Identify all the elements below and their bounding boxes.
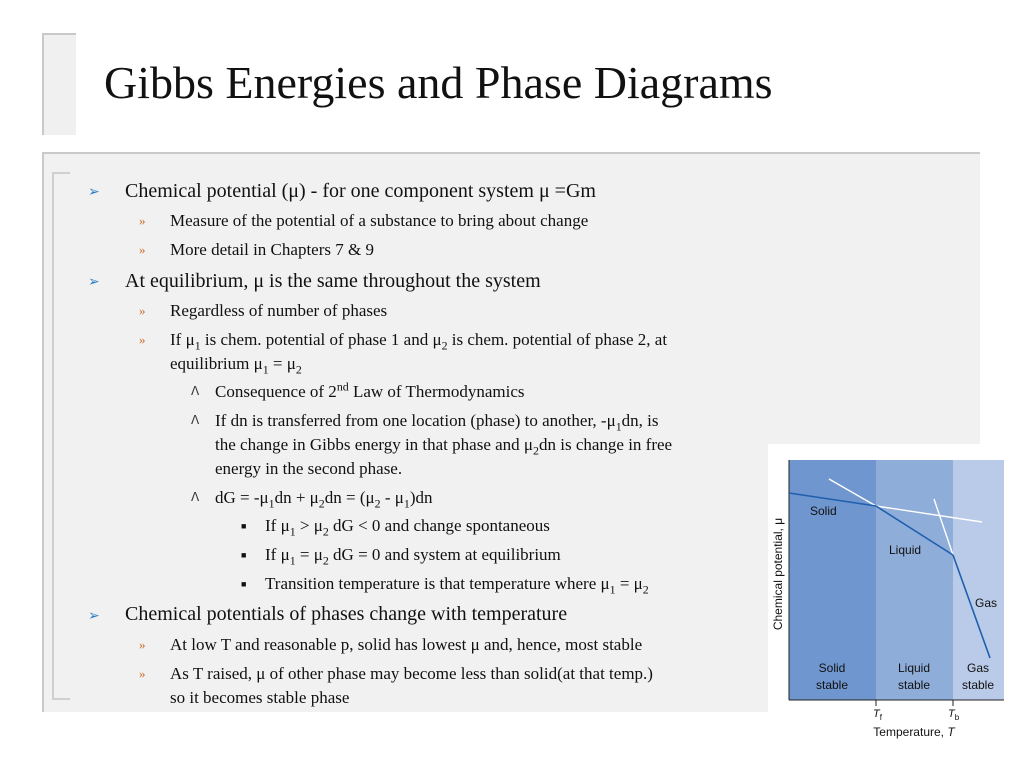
gas-stable-label-2: stable <box>961 678 995 692</box>
bullet-more-detail: More detail in Chapters 7 & 9 <box>170 240 374 259</box>
caret-bullet-icon: ᐱ <box>191 384 200 398</box>
subscript: 2 <box>533 443 539 458</box>
liquid-stable-label-2: stable <box>897 678 931 692</box>
bullet-dn-transfer-line3: energy in the second phase. <box>215 459 403 478</box>
bullet-second-law <box>215 379 525 402</box>
text: equilibrium μ <box>170 354 263 373</box>
bullet-dg-equation <box>215 488 433 511</box>
text: the change in Gibbs energy in that phase and μ <box>215 435 534 454</box>
x-axis-label-symbol: T <box>947 725 955 739</box>
liquid-curve-label: Liquid <box>889 543 922 557</box>
solid-stable-label-1: Solid <box>818 661 846 675</box>
phase-stability-figure <box>768 444 1024 768</box>
arrow-bullet-icon: ➢ <box>88 609 100 624</box>
gas-curve-label: Gas <box>975 596 998 610</box>
square-bullet-icon: ■ <box>241 579 247 589</box>
text: dG < 0 and change spontaneous <box>328 516 550 535</box>
bullet-low-t: At low T and reasonable p, solid has lowest μ and, hence, most stable <box>170 635 643 654</box>
text: = μ <box>615 574 643 593</box>
bullet-dn-transfer <box>215 411 659 434</box>
subscript: 1 <box>609 582 616 597</box>
subscript: 2 <box>318 496 325 511</box>
bullet-at-equilibrium <box>265 545 561 568</box>
bullet-t-raised-line2: so it becomes stable phase <box>170 688 350 707</box>
text: = μ <box>268 354 296 373</box>
subscript: 1 <box>289 524 296 539</box>
text: Consequence of 2 <box>215 382 337 401</box>
subscript: 2 <box>322 553 329 568</box>
slide-title: Gibbs Energies and Phase Diagrams <box>104 57 773 108</box>
subscript: 1 <box>262 362 269 377</box>
subscript: 2 <box>295 362 302 377</box>
text: dn is change in free <box>538 435 673 454</box>
phase-stability-diagram <box>768 444 1024 768</box>
y-axis-label: Chemical potential, μ <box>771 517 785 631</box>
subscript: 1 <box>289 553 296 568</box>
subscript: 1 <box>268 496 275 511</box>
arrow-bullet-icon: ➢ <box>88 185 100 200</box>
bullet-t-raised: As T raised, μ of other phase may become less than solid(at that temp.) <box>170 664 653 683</box>
caret-bullet-icon: ᐱ <box>191 413 200 427</box>
bullet-transition-temp <box>265 574 649 597</box>
tb-label <box>948 708 960 722</box>
text: - μ <box>380 488 404 507</box>
bullet-measure-potential: Measure of the potential of a substance to bring about change <box>170 211 589 230</box>
solid-stable-label-2: stable <box>815 678 849 692</box>
superscript: nd <box>336 379 349 394</box>
text: If μ <box>265 516 290 535</box>
subscript: 1 <box>194 338 201 353</box>
bullet-change-with-temp: Chemical potentials of phases change with temperature <box>125 603 568 625</box>
text: > μ <box>295 516 323 535</box>
solid-curve-label: Solid <box>810 504 837 518</box>
tb-symbol: T <box>948 708 955 720</box>
text: = μ <box>295 545 323 564</box>
tf-symbol: T <box>873 708 880 720</box>
text: is chem. potential of phase 2, at <box>447 330 668 349</box>
tb-subscript: b <box>954 713 960 722</box>
chevron-bullet-icon: » <box>139 666 146 681</box>
content-bracket <box>52 172 70 700</box>
text: )dn <box>409 488 433 507</box>
subscript: 2 <box>322 524 329 539</box>
text: is chem. potential of phase 1 and μ <box>200 330 442 349</box>
text: dn = (μ <box>324 488 375 507</box>
chevron-bullet-icon: » <box>139 242 146 257</box>
text: Transition temperature is that temperature where μ <box>265 574 610 593</box>
liquid-stable-label-1: Liquid <box>897 661 931 675</box>
subscript: 1 <box>403 496 410 511</box>
bullet-equilibrium: At equilibrium, μ is the same throughout the system <box>125 270 541 292</box>
title-accent-bar <box>42 33 76 135</box>
gas-stable-label-1: Gas <box>966 661 990 675</box>
chevron-bullet-icon: » <box>139 213 146 228</box>
chevron-bullet-icon: » <box>139 332 146 347</box>
text: If μ <box>170 330 195 349</box>
text: If μ <box>265 545 290 564</box>
tf-subscript: f <box>879 713 882 722</box>
square-bullet-icon: ■ <box>241 521 247 531</box>
text: dG = -μ <box>215 488 269 507</box>
square-bullet-icon: ■ <box>241 550 247 560</box>
bullet-text: Chemical potential (μ) - for one component system μ =Gm <box>125 180 596 202</box>
x-axis-label <box>873 725 956 739</box>
subscript: 2 <box>642 582 649 597</box>
x-axis-label-text: Temperature, <box>873 725 948 739</box>
chevron-bullet-icon: » <box>139 637 146 652</box>
bullet-phase-potentials <box>170 330 668 353</box>
tf-label <box>873 708 883 722</box>
text: dn, is <box>621 411 659 430</box>
text: dn + μ <box>274 488 319 507</box>
subscript: 2 <box>441 338 448 353</box>
bullet-spontaneous <box>265 516 550 539</box>
text: Law of Thermodynamics <box>348 382 525 401</box>
arrow-bullet-icon: ➢ <box>88 275 100 290</box>
text: If dn is transferred from one location (phase) to another, -μ <box>215 411 616 430</box>
bullet-regardless-phases: Regardless of number of phases <box>170 301 388 320</box>
text: dG = 0 and system at equilibrium <box>328 545 561 564</box>
chevron-bullet-icon: » <box>139 303 146 318</box>
bullet-dn-transfer-line2 <box>215 435 673 458</box>
subscript: 2 <box>374 496 381 511</box>
bullet-chemical-potential <box>125 180 596 203</box>
caret-bullet-icon: ᐱ <box>191 490 200 504</box>
subscript: 1 <box>615 419 622 434</box>
bullet-phase-potentials-cont <box>170 354 302 377</box>
